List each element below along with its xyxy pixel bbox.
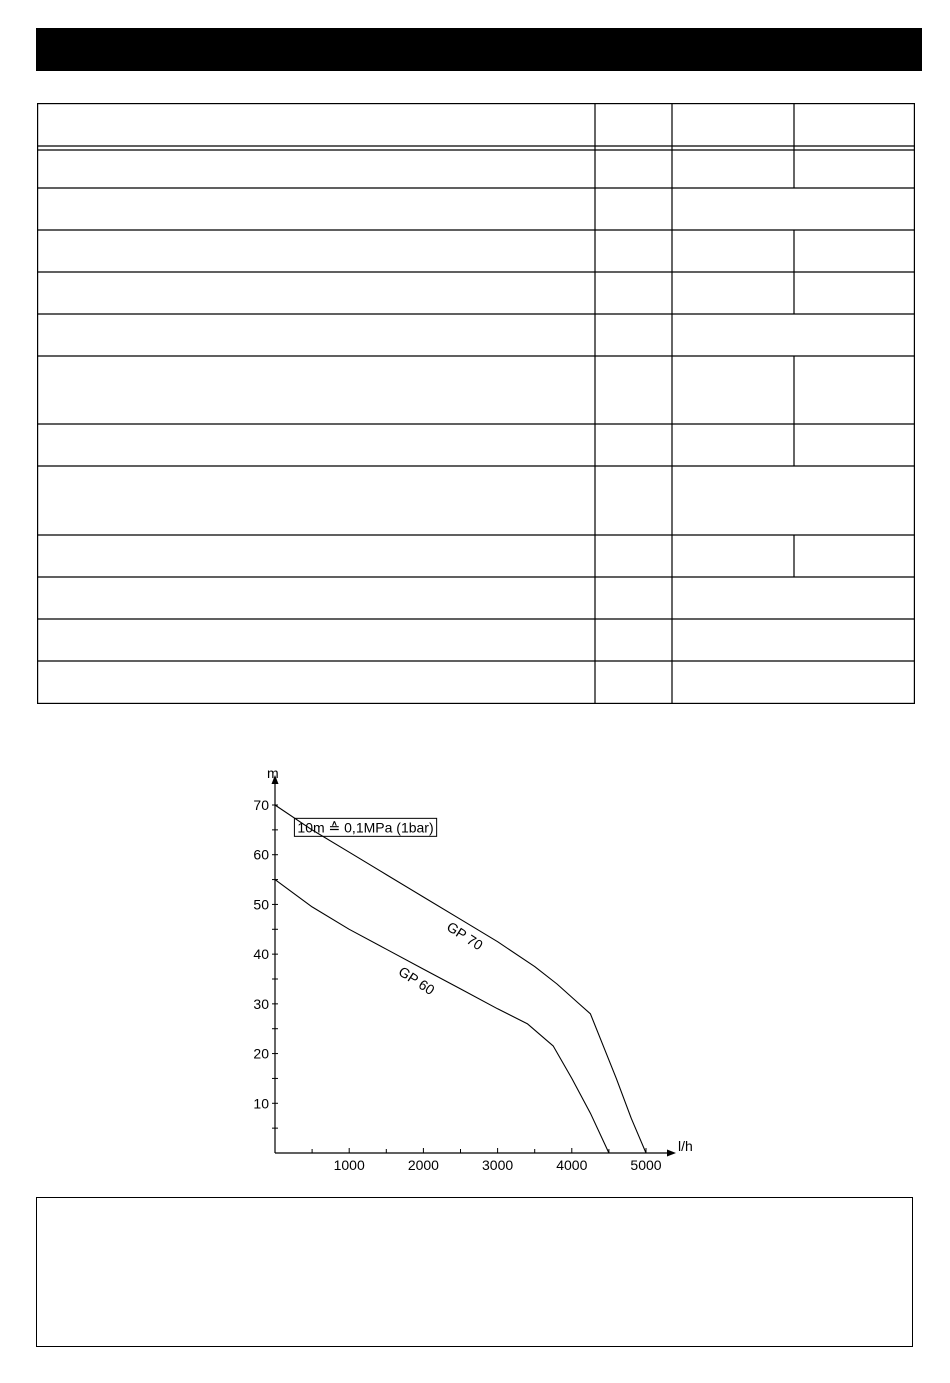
- pressure-annotation: 10m ≙ 0,1MPa (1bar): [297, 819, 434, 836]
- chart-ticks: [272, 805, 646, 1153]
- chart-series: [275, 805, 646, 1153]
- y-tick-label: 50: [253, 896, 269, 913]
- series-line-1: [275, 805, 646, 1153]
- y-axis-label: m: [267, 765, 279, 781]
- chart-labels: [253, 765, 692, 1173]
- x-axis-arrow: [667, 1150, 676, 1157]
- y-tick-label: 10: [253, 1095, 269, 1112]
- y-tick-label: 30: [253, 995, 269, 1012]
- x-tick-label: 1000: [333, 1157, 365, 1173]
- x-tick-label: 5000: [630, 1157, 662, 1173]
- note-box: [36, 1197, 913, 1347]
- y-tick-label: 40: [253, 946, 269, 963]
- x-tick-label: 2000: [407, 1157, 439, 1173]
- series-line-2: [275, 880, 609, 1153]
- y-tick-label: 20: [253, 1045, 269, 1062]
- x-tick-label: 3000: [482, 1157, 514, 1173]
- series-label: GP 60: [395, 963, 438, 999]
- performance-chart: [230, 762, 700, 1182]
- spec-table: [37, 103, 915, 704]
- series-label: GP 70: [444, 918, 486, 954]
- y-tick-label: 60: [253, 846, 269, 863]
- x-axis-label: l/h: [678, 1138, 693, 1154]
- title-bar: [36, 28, 922, 71]
- x-tick-label: 4000: [556, 1157, 588, 1173]
- y-tick-label: 70: [253, 797, 269, 813]
